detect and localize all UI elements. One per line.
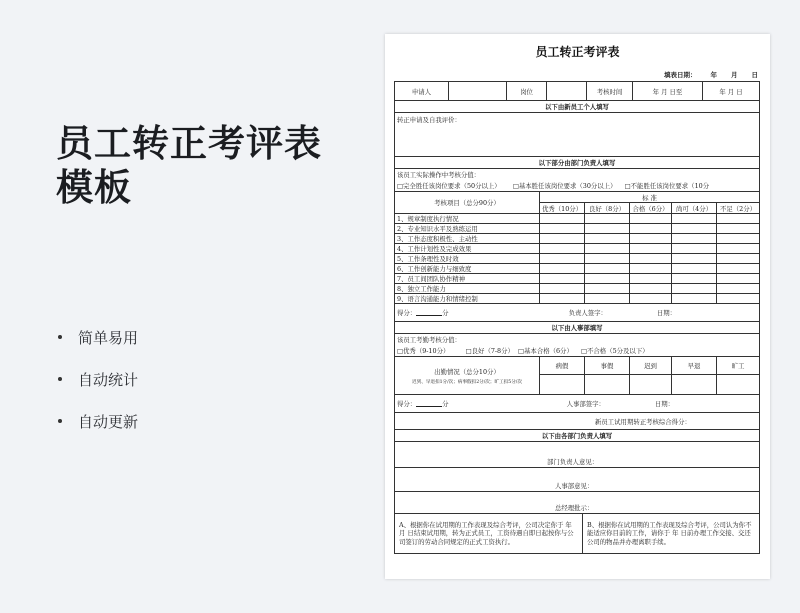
att-option-good: □良好（7-8分） [465,347,514,355]
standard-label: 标 准 [540,192,760,203]
form-title: 员工转正考评表 [535,45,620,59]
total-score-row [395,413,760,430]
fill-date-label: 填表日期： [664,71,697,79]
bullet-dot-icon [58,419,62,423]
score-cell [717,244,760,253]
score-cell [585,224,630,233]
attendance-title-cell [395,357,540,394]
hero-title [56,122,322,210]
col-late: 迟到 [630,357,672,374]
gm-approval-label: 总经理批示： [395,492,760,513]
feature-label: 简单易用 [78,328,139,347]
review-item-row [395,284,760,294]
standard-header [540,192,760,213]
review-item-label: 3、工作态度积极性、主动性 [395,234,540,243]
review-item-label: 7、员工间团队协作精神 [395,274,540,283]
review-item-row [395,254,760,264]
score-cell [672,294,717,303]
attendance-grid [540,357,760,394]
decision-b-text: B、根据你在试用期的工作表现及综合考评，公司认为你不能适应你目前的工作，请你于 年 日前办理工作交接、交还公司的物品并办理离职手续。 [587,520,752,546]
col-early-leave: 早退 [672,357,717,374]
level-excellent: 优秀（10分） [540,203,585,213]
review-item-row [395,264,760,274]
col-personal-leave: 事假 [585,357,630,374]
fill-date-day: 日 [751,71,758,79]
review-item-label: 4、工作计划性及完成效果 [395,244,540,253]
applicant-value [449,82,507,100]
section2-header: 以下部分由部门负责人填写 [395,157,760,168]
hr-score-unit: 分 [442,400,449,408]
score-cell [540,244,585,253]
form-preview [385,34,770,579]
attendance-options [397,346,757,356]
review-item-row [395,234,760,244]
section-header [395,322,760,334]
operation-score-row [395,169,760,192]
review-item-row [395,224,760,234]
score-cell [630,234,672,243]
self-eval-row [395,113,760,157]
hr-opinion-row [395,468,760,492]
review-items [395,214,760,304]
review-item-row [395,214,760,224]
feature-item [58,358,138,400]
hr-score-row [395,395,760,413]
attendance-cell [540,375,585,394]
section-header [395,430,760,442]
attendance-score-label: 该员工考勤考核分值： [397,336,461,344]
score-cell [585,214,630,223]
attendance-cell [672,375,717,394]
score-cell [585,254,630,263]
hr-signer-label: 人事部签字： [566,400,605,408]
score-cell [540,294,585,303]
attendance-cell [630,375,672,394]
feature-item [58,316,138,358]
attendance-values [540,375,760,394]
section1-header: 以下由新员工个人填写 [395,101,760,112]
fill-date-year: 年 [710,71,717,79]
score-cell [672,234,717,243]
attendance-head [540,357,760,375]
applicant-row [395,82,760,101]
attendance-cell [585,375,630,394]
score-cell [585,234,630,243]
decision-a-text: A、根据你在试用期的工作表现及综合考评，公司决定你于 年 月 日结束试用期，转为正式员工，工资待遇自即日起按你与公司签订的劳动合同规定的正式工资执行。 [399,520,574,546]
review-item-label: 9、语言沟通能力和情绪控制 [395,294,540,303]
score-cell [672,254,717,263]
decision-a-cell [395,514,583,553]
self-eval-label: 转正申请及自我评价： [395,113,760,156]
score-cell [585,284,630,293]
review-period-from: 年 月 日至 [633,82,703,100]
level-poor: 不足（2分） [717,203,760,213]
review-item-label: 5、工作条理性及时效 [395,254,540,263]
score-cell [540,254,585,263]
hr-score-cell [395,395,760,412]
score-cell [630,264,672,273]
score-cell [630,254,672,263]
decision-b-cell [583,514,760,553]
hero-title-line1: 员工转正考评表 [56,122,322,165]
dept-signer-label: 负责人签字： [568,309,607,317]
score-cell [540,234,585,243]
score-cell [717,254,760,263]
hr-score-blank [416,401,442,407]
score-cell [672,264,717,273]
score-cell [717,294,760,303]
position-value [547,82,587,100]
score-cell [585,294,630,303]
score-cell [672,224,717,233]
score-cell [717,274,760,283]
review-item-row [395,294,760,304]
section-header [395,101,760,113]
score-cell [672,284,717,293]
level-fair: 尚可（4分） [672,203,717,213]
feature-item [58,400,138,442]
review-item-label: 1、规章制度执行情况 [395,214,540,223]
section4-header: 以下由各部门负责人填写 [395,430,760,441]
score-cell [540,224,585,233]
total-score-label: 新员工试用期转正考核综合得分： [395,413,760,429]
col-sick-leave: 病假 [540,357,585,374]
score-cell [630,244,672,253]
score-cell [585,264,630,273]
col-absent: 旷工 [717,357,760,374]
feature-list [58,316,138,442]
score-cell [540,214,585,223]
review-item-label: 6、工作创新能力与细致度 [395,264,540,273]
score-cell [585,244,630,253]
score-cell [672,244,717,253]
score-cell [630,224,672,233]
dept-score-blank [416,310,442,316]
score-cell [630,294,672,303]
feature-label: 自动更新 [78,412,139,431]
att-option-excellent: □优秀（9-10分） [397,347,450,355]
attendance-note: 迟到、早退扣1分/次；病事假扣2分/次；旷工扣5分/次 [412,379,522,385]
hr-date-label: 日期： [654,400,675,408]
gm-approval-row [395,492,760,514]
review-item-label: 2、专业知识水平及熟练运用 [395,224,540,233]
dept-opinion-row [395,442,760,468]
level-row [540,203,760,213]
attendance-row [395,357,760,395]
att-option-pass: □基本合格（6分） [518,347,573,355]
attendance-score-block [395,334,760,356]
review-period-to: 年 月 日 [703,82,760,100]
dept-score-cell [395,304,760,321]
review-period-label: 考核时间 [587,82,633,100]
hr-score-label: 得分： [397,400,417,408]
score-cell [585,274,630,283]
operation-options [397,181,757,191]
review-item-label: 8、独立工作能力 [395,284,540,293]
operation-score-label: 该员工实际操作中考核分值： [397,171,481,179]
review-item-row [395,244,760,254]
hr-opinion-label: 人事部意见： [395,468,760,491]
dept-score-row [395,304,760,322]
attendance-title: 出勤情况（总分10分） [434,367,500,376]
decision-row [395,514,760,554]
standard-header-row [395,192,760,214]
dept-opinion-label: 部门负责人意见： [395,442,760,467]
att-option-fail: □不合格（5分及以下） [580,347,649,355]
feature-label: 自动统计 [78,370,139,389]
section3-header: 以下由人事部填写 [395,322,760,333]
attendance-cell [717,375,760,394]
score-cell [717,234,760,243]
score-cell [540,284,585,293]
option-not-qualified: □不能胜任该岗位要求（10分 [624,182,710,190]
score-cell [540,274,585,283]
score-cell [717,284,760,293]
bullet-dot-icon [58,335,62,339]
score-cell [630,274,672,283]
review-item-row [395,274,760,284]
section-header [395,157,760,169]
score-cell [630,284,672,293]
item-header: 考核项目（总分90分） [395,192,540,213]
score-cell [540,264,585,273]
dept-date-label: 日期： [656,309,677,317]
level-good: 良好（8分） [585,203,630,213]
position-label: 岗位 [507,82,547,100]
option-basically-qualified: □基本胜任该岗位要求（30分以上） [512,182,617,190]
form-table [394,81,760,554]
score-cell [672,214,717,223]
option-fully-qualified: □完全胜任该岗位要求（50分以上） [397,182,501,190]
attendance-score-row [395,334,760,357]
score-cell [717,224,760,233]
bullet-dot-icon [58,377,62,381]
dept-score-label: 得分： [397,309,417,317]
score-cell [672,274,717,283]
fill-date [650,70,758,79]
applicant-label: 申请人 [395,82,449,100]
score-cell [717,214,760,223]
fill-date-month: 月 [731,71,738,79]
score-cell [717,264,760,273]
level-pass: 合格（6分） [630,203,672,213]
hero-title-line2: 模板 [56,166,132,209]
score-cell [630,214,672,223]
dept-score-unit: 分 [442,309,449,317]
operation-score-block [395,169,760,191]
